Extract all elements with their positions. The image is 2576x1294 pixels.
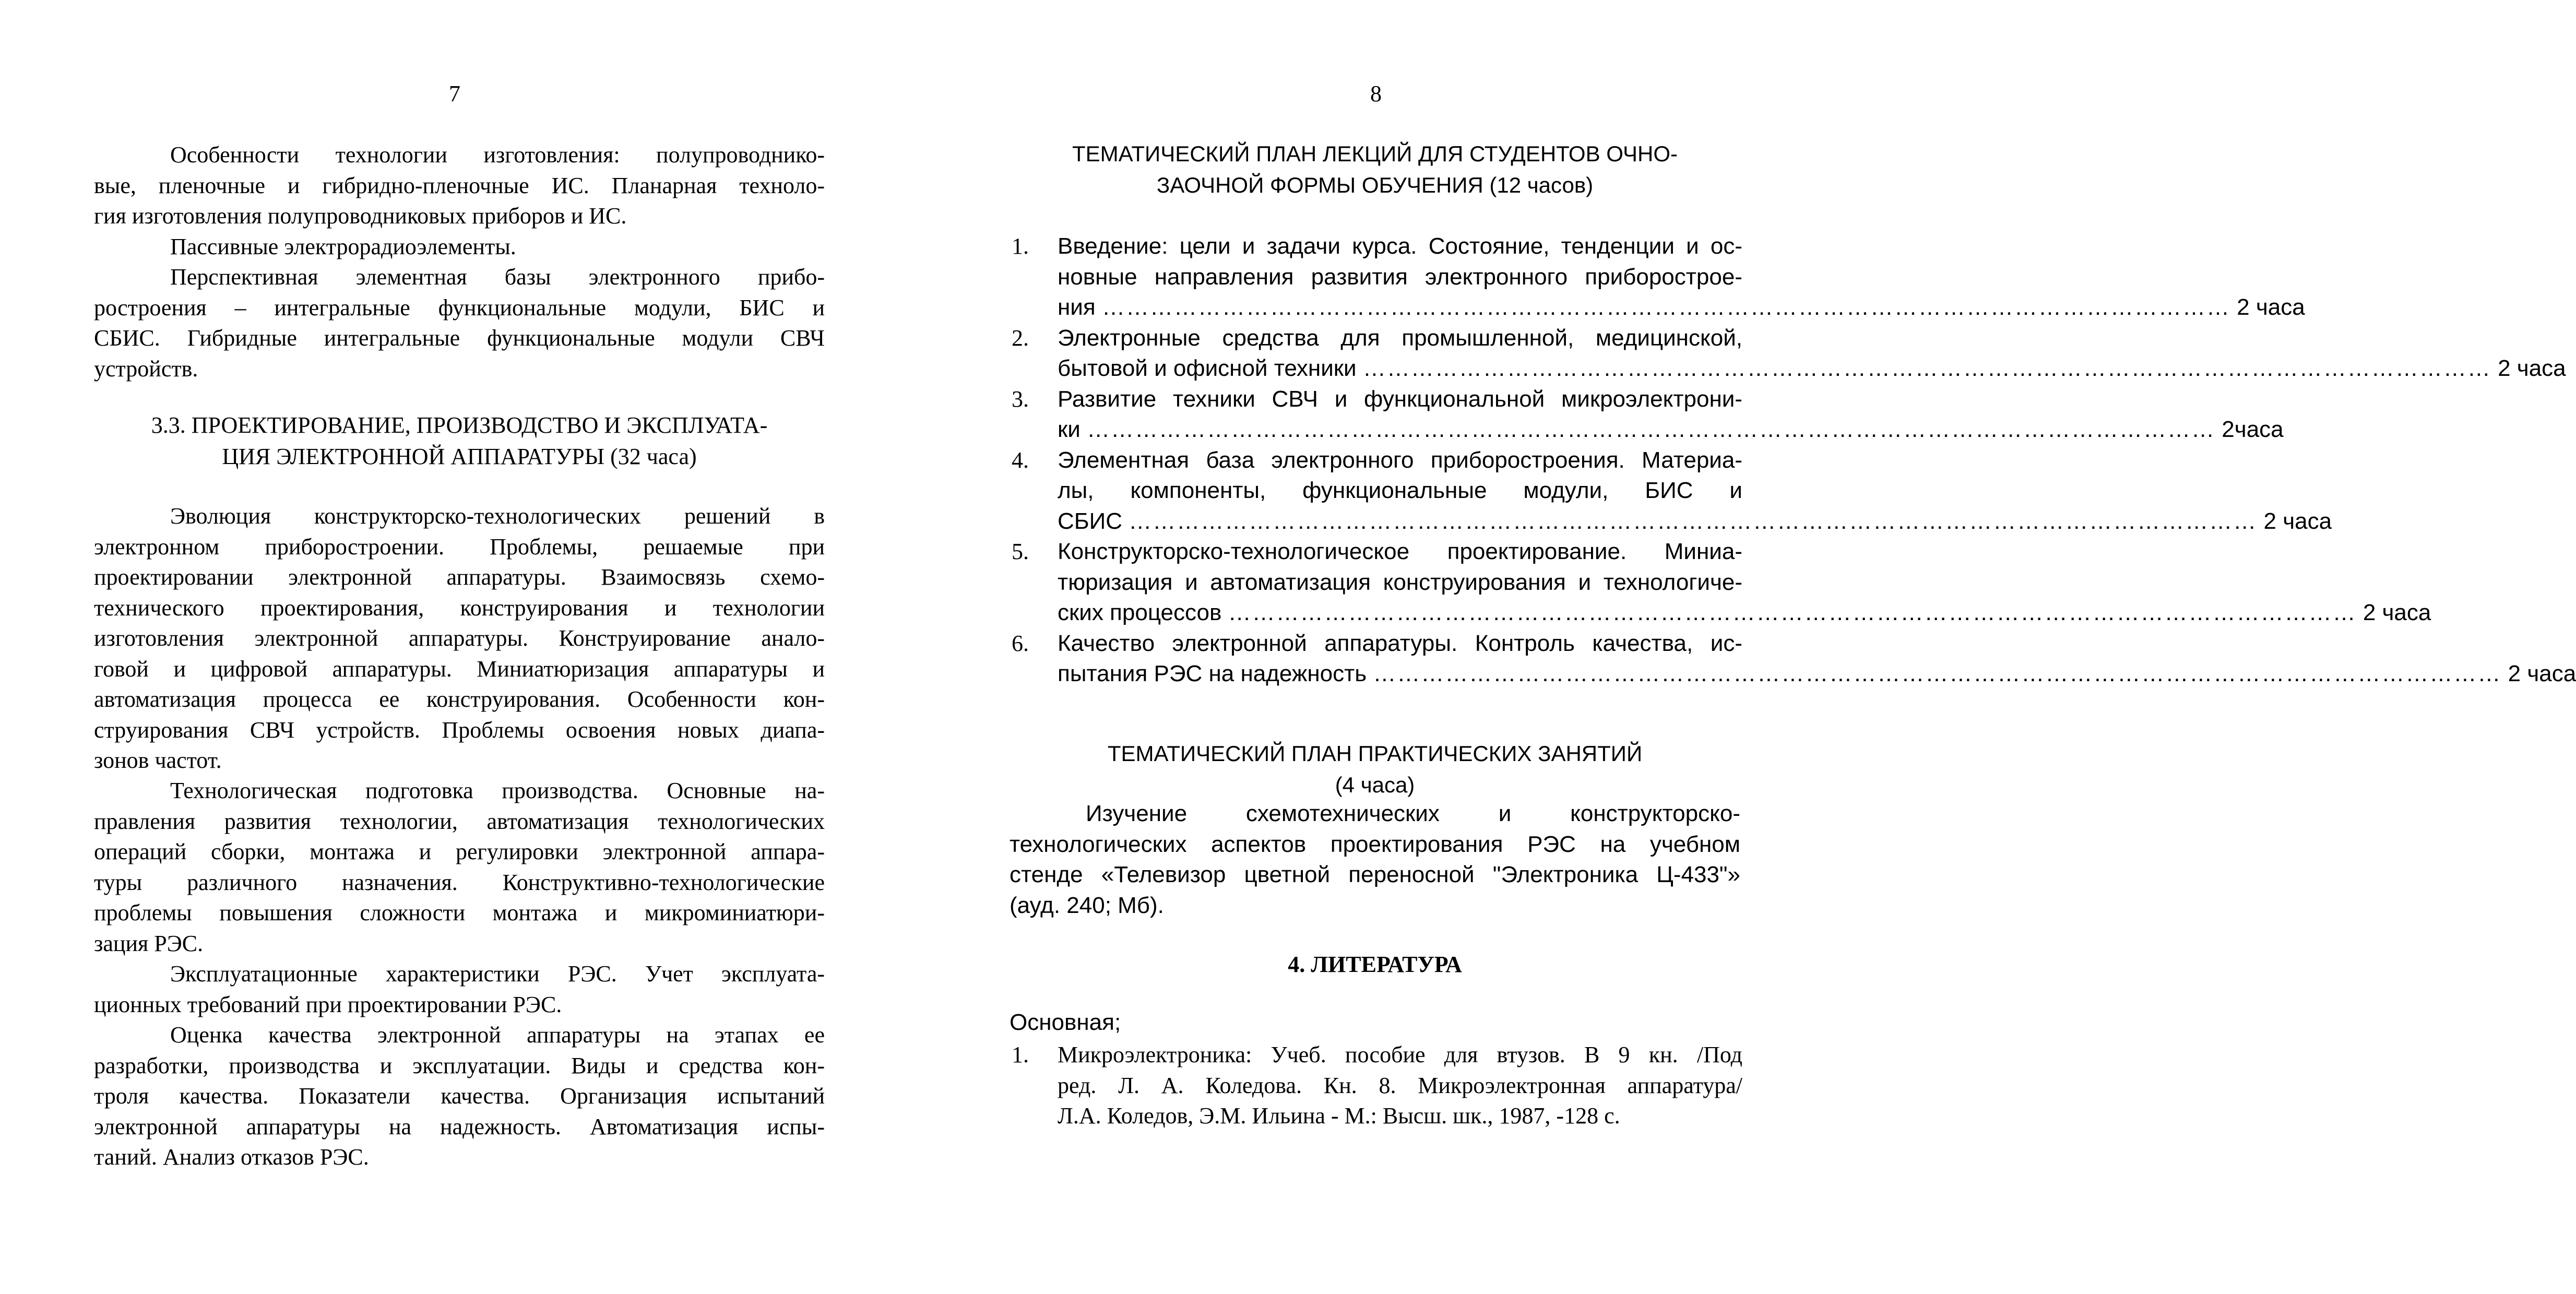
text-line: Технологическая подготовка производства. Основные на- <box>170 778 825 803</box>
hours-label: 2 часа <box>2237 294 2305 320</box>
text-line: Эволюция конструкторско-технологических решений в <box>170 503 825 529</box>
hours-label: 2 часа <box>2498 355 2566 381</box>
quality-paragraph <box>94 1020 825 1173</box>
heading-line: ЦИЯ ЭЛЕКТРОННОЙ АППАРАТУРЫ (32 часа) <box>222 444 697 469</box>
lecture-item <box>1012 628 2576 690</box>
intro-paragraph <box>94 140 825 232</box>
text-line: правления развития технологии, автоматизация технологических <box>94 808 825 834</box>
text-line: автоматизация процесса ее конструирования. Особенности кон- <box>94 686 825 712</box>
text-fragment: ских процессов <box>1058 600 1222 625</box>
heading-line: ЗАОЧНОЙ ФОРМЫ ОБУЧЕНИЯ (12 часов) <box>1156 173 1594 197</box>
leader-line <box>1058 506 2332 537</box>
text-line: электронной аппаратуры на надежность. Автоматизация испы- <box>94 1113 825 1139</box>
literature-heading: 4. ЛИТЕРАТУРА <box>1288 952 1462 977</box>
text-line: Пассивные электрорадиоэлементы. <box>170 233 516 259</box>
dot-leader: …………………………………………………………………………………………………………………………… <box>1129 508 2258 534</box>
dot-leader: …………………………………………………………………………………………………………………………… <box>1362 355 2491 381</box>
lecture-item <box>1012 231 2305 323</box>
text-fragment: бытовой и офисной техники <box>1058 355 1357 381</box>
text-line: говой и цифровой аппаратуры. Миниатюризация аппаратуры и <box>94 656 825 682</box>
practice-paragraph <box>1010 799 1740 921</box>
text-line: зонов частот. <box>94 747 222 773</box>
text-line: операций сборки, монтажа и регулировки электронной аппара- <box>94 839 825 864</box>
evolution-paragraph <box>94 501 825 776</box>
text-line: вые, пленочные и гибридно-пленочные ИС. Планарная техноло- <box>94 172 825 198</box>
heading-line: (4 часа) <box>1335 773 1415 797</box>
page-number-right: 8 <box>1370 81 1382 106</box>
lecture-item <box>1012 445 2332 537</box>
left-page <box>0 0 916 1294</box>
text-line: Микроэлектроника: Учеб. пособие для втузов. В 9 кн. /Под <box>1058 1042 1742 1067</box>
lecture-item <box>1012 537 2431 628</box>
text-line: технического проектирования, конструирования и технологии <box>94 595 825 621</box>
text-line: ред. Л. А. Коледова. Кн. 8. Микроэлектронная аппаратура/ <box>1058 1072 1742 1098</box>
text-line: проблемы повышения сложности монтажа и микроминиатюри- <box>94 900 825 925</box>
practice-plan-heading <box>1010 738 1740 801</box>
text-line: проектировании электронной аппаратуры. Взаимосвязь схемо- <box>94 564 825 590</box>
passive-elements-paragraph <box>170 232 825 263</box>
text-line: таний. Анализ отказов РЭС. <box>94 1144 369 1170</box>
text-line: Оценка качества электронной аппаратуры на этапах ее <box>170 1022 825 1048</box>
leader-line <box>1058 598 2431 628</box>
lecture-item <box>1012 323 2566 384</box>
text-line: Особенности технологии изготовления: полупроводнико- <box>170 142 825 168</box>
text-line: троля качества. Показатели качества. Организация испытаний <box>94 1083 825 1109</box>
text-line: разработки, производства и эксплуатации. Виды и средства кон- <box>94 1052 825 1078</box>
text-line: струирования СВЧ устройств. Проблемы освоения новых диапа- <box>94 717 825 743</box>
lecture-plan-heading <box>1010 138 1740 201</box>
item-number: 1. <box>1012 1042 1029 1067</box>
heading-line: 3.3. ПРОЕКТИРОВАНИЕ, ПРОИЗВОДСТВО И ЭКСПЛУАТА- <box>151 412 768 438</box>
text-line: электронном приборостроении. Проблемы, решаемые при <box>94 533 825 560</box>
hours-label: 2 часа <box>2508 661 2576 686</box>
text-line: СБИС. Гибридные интегральные функциональные модули СВЧ <box>94 325 825 351</box>
item-number: 3. <box>1012 386 1029 412</box>
operational-paragraph <box>94 959 825 1020</box>
item-number: 6. <box>1012 630 1029 656</box>
leader-line <box>1058 414 2284 445</box>
item-number: 1. <box>1012 233 1029 259</box>
literature-item <box>1012 1040 1742 1132</box>
hours-label: 2часа <box>2222 417 2284 442</box>
dot-leader: …………………………………………………………………………………………………………………………… <box>1373 661 2502 686</box>
text-line: (ауд. 240; Мб). <box>1010 892 1164 918</box>
text-line: Изучение схемотехнических и конструкторско- <box>1086 801 1740 826</box>
text-line: устройств. <box>94 355 198 382</box>
text-line: Эксплуатационные характеристики РЭС. Учет эксплуата- <box>170 961 825 987</box>
text-line: зация РЭС. <box>94 930 204 956</box>
text-line: Введение: цели и задачи курса. Состояние, тенденции и ос- <box>1058 233 1742 259</box>
text-line: новные направления развития электронного приборострое- <box>1058 264 1742 290</box>
text-line: Л.А. Коледов, Э.М. Ильина - М.: Высш. шк., 1987, -128 с. <box>1058 1103 1620 1129</box>
dot-leader: …………………………………………………………………………………………………………………………… <box>1101 294 2230 320</box>
item-number: 2. <box>1012 325 1029 351</box>
text-line: стенде «Телевизор цветной переносной "Электроника Ц-433"» <box>1010 862 1740 887</box>
text-fragment: СБИС <box>1058 508 1123 534</box>
hours-label: 2 часа <box>2263 508 2332 534</box>
text-line: Элементная база электронного приборостроения. Материа- <box>1058 447 1742 473</box>
dot-leader: …………………………………………………………………………………………………………………………… <box>1228 600 2357 625</box>
heading-line: ТЕМАТИЧЕСКИЙ ПЛАН ЛЕКЦИЙ ДЛЯ СТУДЕНТОВ ОЧНО- <box>1072 141 1678 166</box>
literature-basic-label: Основная; <box>1010 1010 1121 1035</box>
leader-line <box>1058 292 2305 323</box>
leader-line <box>1058 659 2576 690</box>
item-number: 4. <box>1012 447 1029 473</box>
page-number-left: 7 <box>449 81 460 106</box>
item-number: 5. <box>1012 539 1029 564</box>
text-line: гия изготовления полупроводниковых приборов и ИС. <box>94 203 627 229</box>
text-fragment: ния <box>1058 294 1096 320</box>
text-line: ростроения – интегральные функциональные модули, БИС и <box>94 294 825 320</box>
section-heading-3-3 <box>94 410 825 472</box>
text-line: Электронные средства для промышленной, медицинской, <box>1058 325 1742 351</box>
heading-line: ТЕМАТИЧЕСКИЙ ПЛАН ПРАКТИЧЕСКИХ ЗАНЯТИЙ <box>1107 741 1643 766</box>
text-line: изготовления электронной аппаратуры. Конструирование анало- <box>94 625 825 651</box>
text-line: Качество электронной аппаратуры. Контроль качества, ис- <box>1058 630 1742 656</box>
text-line: технологических аспектов проектирования РЭС на учебном <box>1010 831 1740 857</box>
text-line: Конструкторско-технологическое проектирование. Миниа- <box>1058 539 1742 564</box>
text-line: Развитие техники СВЧ и функциональной микроэлектрони- <box>1058 386 1742 412</box>
tech-prep-paragraph <box>94 776 825 959</box>
text-fragment: ки <box>1058 417 1081 442</box>
perspective-paragraph <box>94 262 825 384</box>
text-fragment: пытания РЭС на надежность <box>1058 661 1367 686</box>
leader-line <box>1058 353 2566 384</box>
text-line: лы, компоненты, функциональные модули, БИС и <box>1058 478 1742 503</box>
dot-leader: …………………………………………………………………………………………………………………………… <box>1087 417 2216 442</box>
lecture-item <box>1012 384 2284 445</box>
text-line: Перспективная элементная базы электронного прибо- <box>170 264 825 290</box>
hours-label: 2 часа <box>2363 600 2431 625</box>
text-line: ционных требований при проектировании РЭС. <box>94 991 562 1017</box>
text-line: тюризация и автоматизация конструирования и технологиче- <box>1058 569 1742 595</box>
text-line: туры различного назначения. Конструктивно-технологические <box>94 869 825 895</box>
